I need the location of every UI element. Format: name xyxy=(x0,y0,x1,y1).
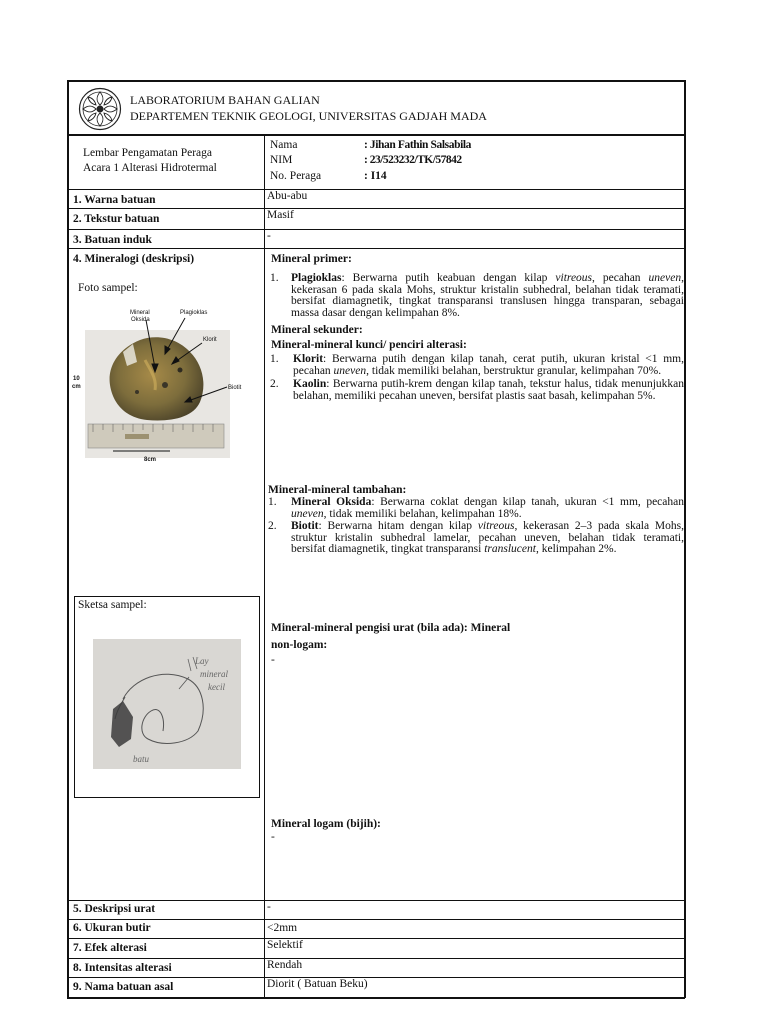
tambahan-title: Mineral-mineral tambahan: xyxy=(268,484,407,496)
primer-line1-a: : Berwarna putih keabuan dengan kilap xyxy=(341,272,556,284)
sketch-image xyxy=(93,639,241,769)
biotit-line3-b: translucent xyxy=(484,543,536,555)
oksida-line2-a: uneven xyxy=(291,507,324,520)
sketch-drawing xyxy=(93,639,241,769)
primer-line4: massa dasar dengan kelimpahan 8%. xyxy=(291,306,460,319)
photo-width: 8cm xyxy=(144,457,157,463)
photo-label-biotit: Biotit xyxy=(228,385,242,391)
biotit-line1-c: , kekerasan 2–3 pada skala Mohs, xyxy=(514,520,684,532)
primer-line3: bersifat diamagnetik, tingkat transparansi translusen hingga transparan, sebagai xyxy=(291,295,684,307)
logam-value: - xyxy=(271,831,275,843)
primer-title: Mineral primer: xyxy=(271,253,352,265)
header-lab-name: LABORATORIUM BAHAN GALIAN xyxy=(130,93,320,107)
biotit-desc xyxy=(291,521,684,556)
biotit-name: Biotit xyxy=(291,520,319,532)
photo-height-1: 10 xyxy=(73,376,80,382)
photo-label-oksida-1: Mineral xyxy=(130,310,150,316)
klorit-line2-c: , tidak memiliki belahan, berstruktur granular, kelimpahan 70%. xyxy=(366,364,662,377)
primer-line1-b: vitreous xyxy=(555,272,593,284)
mineralogi-label: 4. Mineralogi (deskripsi) xyxy=(73,253,195,265)
sketch-note-1b: mineral xyxy=(200,669,228,679)
kaolin-desc xyxy=(293,379,684,402)
row-efek-label: 7. Efek alterasi xyxy=(73,942,147,954)
row-induk-value: - xyxy=(267,230,271,242)
peraga-value: : I14 xyxy=(364,170,387,182)
row-ukuran-label: 6. Ukuran butir xyxy=(73,922,151,934)
row-nama-batuan-value: Diorit ( Batuan Beku) xyxy=(267,978,368,990)
biotit-line3-a: bersifat diamagnetik, tingkat transparansi xyxy=(291,543,485,555)
row-warna-value: Abu-abu xyxy=(267,190,308,202)
oksida-line1: : Berwarna coklat dengan kilap tanah, ukuran <1 mm, pecahan xyxy=(371,496,684,508)
peraga-label: No. Peraga xyxy=(270,170,322,182)
row-intensitas-value: Rendah xyxy=(267,959,303,971)
biotit-line2: struktur kristalin subhedral lamelar, pecahan uneven, belahan tidak teramati, xyxy=(291,531,684,544)
header-department: DEPARTEMEN TEKNIK GEOLOGI, UNIVERSITAS GADJAH MADA xyxy=(130,109,487,123)
klorit-line1: : Berwarna putih dengan kilap tanah, cerat putih, ukuran kristal <1 mm, xyxy=(323,353,684,365)
row-nama-batuan-label: 9. Nama batuan asal xyxy=(73,981,174,993)
row-urat-value: - xyxy=(267,901,271,913)
row-intensitas-label: 8. Intensitas alterasi xyxy=(73,962,172,974)
row-warna-label: 1. Warna batuan xyxy=(73,194,156,206)
nim-label: NIM xyxy=(270,154,293,166)
row-tekstur-label: 2. Tekstur batuan xyxy=(73,213,160,225)
photo-label-oksida-2: Oksida xyxy=(131,317,150,323)
kaolin-line2: belahan, memiliki pecahan uneven, bersifat plastis saat basah, kelimpahan 5%. xyxy=(293,389,656,402)
logam-title: Mineral logam (bijih): xyxy=(271,818,381,830)
primer-line2: kekerasan 6 pada skala Mohs, struktur kristalin subhedral, belahan tidak teramati, xyxy=(291,283,684,296)
klorit-desc xyxy=(293,354,684,377)
kaolin-name: Kaolin xyxy=(293,378,327,390)
biotit-line1-b: vitreous xyxy=(477,520,515,532)
sekunder-title: Mineral sekunder: xyxy=(271,324,363,336)
kaolin-line1: : Berwarna putih-krem dengan kilap tanah, tekstur halus, tidak menunjukkan xyxy=(326,378,684,390)
urat-title-2: non-logam: xyxy=(271,639,328,651)
sketsa-sampel-label: Sketsa sampel: xyxy=(78,599,147,611)
urat-title-1: Mineral-mineral pengisi urat (bila ada): Mineral xyxy=(271,622,511,634)
klorit-line2-b: uneven xyxy=(333,364,367,377)
klorit-num: 1. xyxy=(270,353,279,365)
primer-line1-e: , xyxy=(681,272,684,284)
photo-height-2: cm xyxy=(72,384,81,390)
row-urat-label: 5. Deskripsi urat xyxy=(73,903,156,915)
sheet-title-line1: Lembar Pengamatan Peraga xyxy=(83,147,212,159)
primer-num: 1. xyxy=(270,272,279,284)
oksida-num: 1. xyxy=(268,496,277,508)
nama-label: Nama xyxy=(270,139,298,151)
primer-desc xyxy=(291,273,684,319)
primer-name: Plagioklas xyxy=(291,272,342,284)
kaolin-num: 2. xyxy=(270,378,279,390)
nim-value: : 23/523232/TK/57842 xyxy=(364,154,462,166)
foto-sampel-label: Foto sampel: xyxy=(78,282,138,294)
biotit-num: 2. xyxy=(268,520,277,532)
sketch-note-2: batu xyxy=(133,754,150,764)
row-efek-value: Selektif xyxy=(267,939,303,951)
row-induk-label: 3. Batuan induk xyxy=(73,234,152,246)
sheet-title-line2: Acara 1 Alterasi Hidrotermal xyxy=(83,162,217,174)
klorit-line2-a: pecahan xyxy=(293,364,334,377)
oksida-line2-b: , tidak memiliki belahan, kelimpahan 18%. xyxy=(323,507,522,520)
row-ukuran-value: <2mm xyxy=(267,922,298,934)
primer-line1-c: , pecahan xyxy=(592,272,649,284)
urat-value: - xyxy=(271,654,275,666)
klorit-name: Klorit xyxy=(293,353,324,365)
nama-value: : Jihan Fathin Salsabila xyxy=(364,139,472,151)
kunci-title: Mineral-mineral kunci/ penciri alterasi: xyxy=(271,339,467,351)
photo-label-plagioklas: Plagioklas xyxy=(180,310,208,316)
oksida-name: Mineral Oksida xyxy=(291,496,372,508)
sketch-note-1a: Lay xyxy=(195,656,209,666)
biotit-line1-a: : Berwarna hitam dengan kilap xyxy=(318,520,478,532)
row-tekstur-value: Masif xyxy=(267,209,294,221)
primer-line1-d: uneven xyxy=(648,272,682,284)
oksida-desc xyxy=(291,497,684,520)
biotit-line3-c: , kelimpahan 2%. xyxy=(535,543,617,555)
sketch-note-1c: kecil xyxy=(208,682,225,692)
photo-label-klorit: Klorit xyxy=(203,337,217,343)
